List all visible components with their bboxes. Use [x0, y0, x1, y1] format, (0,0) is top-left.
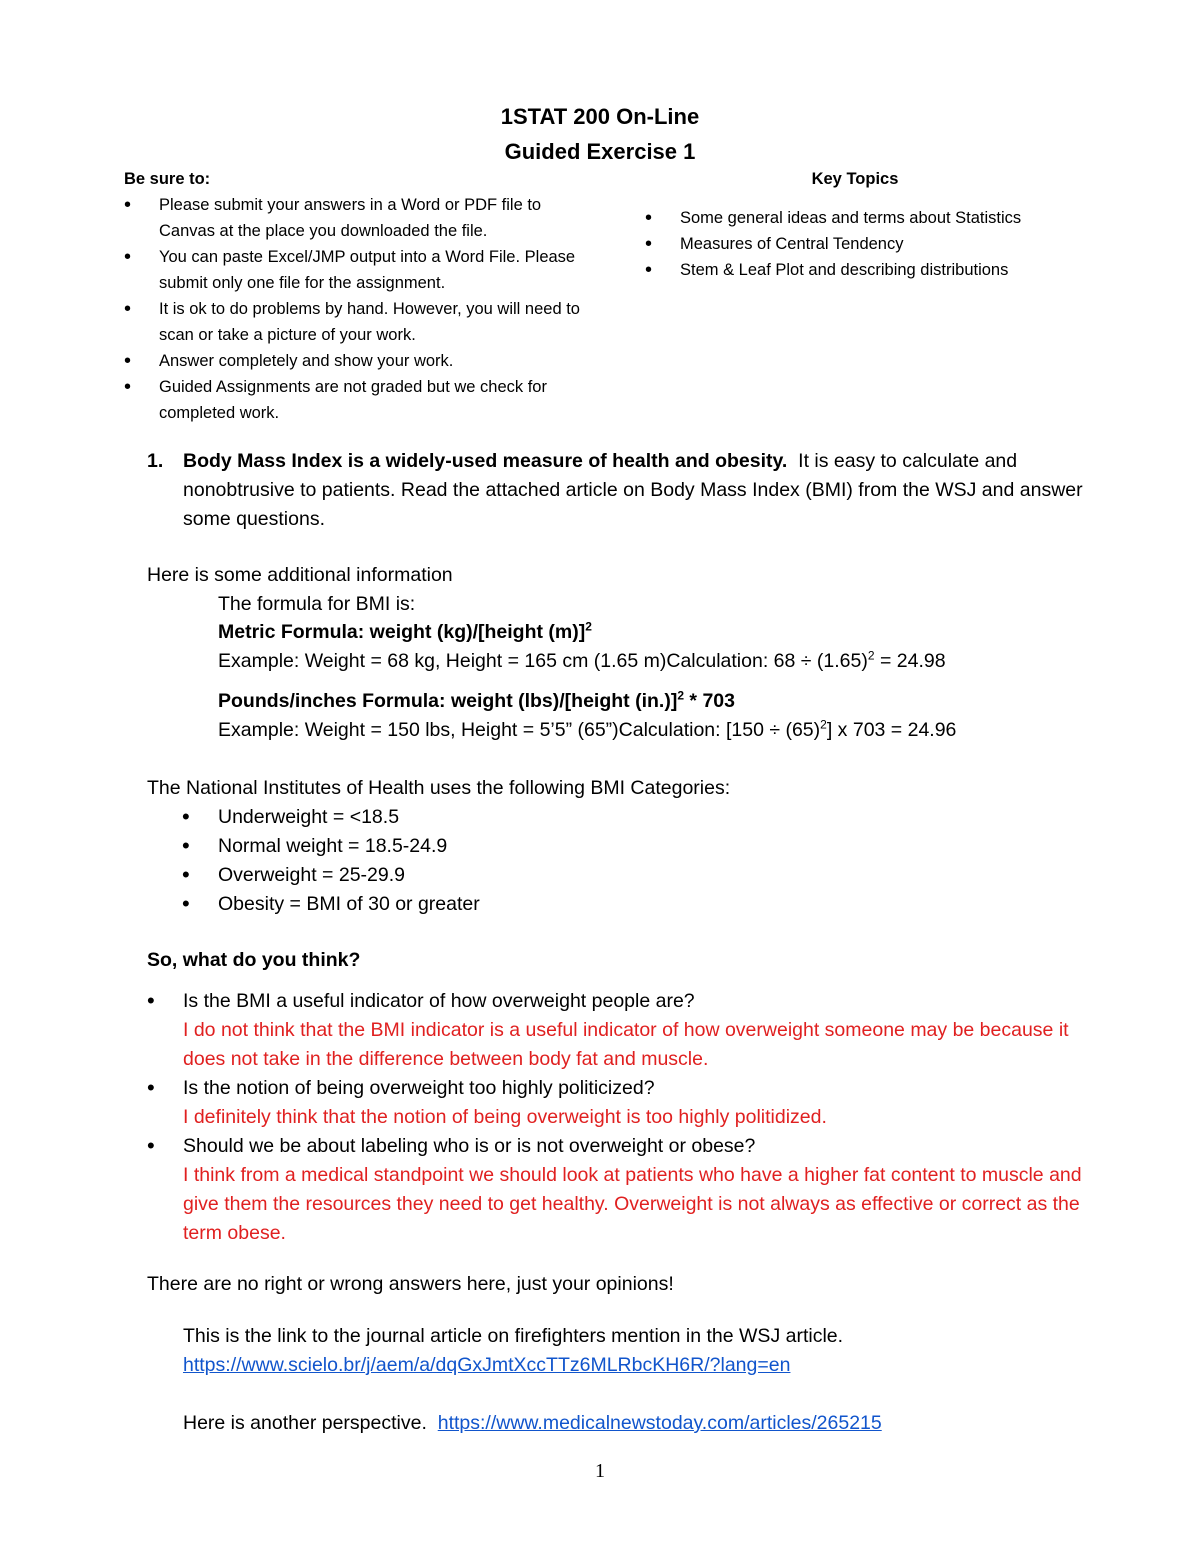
metric-example-exponent: 2: [867, 648, 875, 663]
be-sure-item: • Please submit your answers in a Word or PDF file to Canvas at the place you downloaded the file.: [124, 192, 599, 244]
key-topic-item: • Measures of Central Tendency: [645, 231, 1095, 257]
bmi-category-item: • Overweight = 25-29.9: [182, 861, 782, 890]
metric-example-text: Example: Weight = 68 kg, Height = 165 cm (1.65 m)Calculation: 68 ÷ (1.65): [218, 650, 868, 672]
be-sure-list: [124, 192, 599, 426]
bmi-category-item: • Normal weight = 18.5-24.9: [182, 832, 782, 861]
question-bold-text: Body Mass Index is a widely-used measure of health and obesity.: [183, 450, 788, 472]
nih-intro: The National Institutes of Health uses the following BMI Categories:: [147, 777, 731, 799]
think-answer: I think from a medical standpoint we should look at patients who have a higher fat content to muscle and give them the resources they need to get healthy. Overweight is not always as effective or correct as the term obese.: [183, 1164, 1082, 1244]
metric-formula-exponent: 2: [585, 619, 592, 634]
metric-formula: [218, 618, 592, 647]
pounds-formula-text: Pounds/inches Formula: weight (lbs)/[height (in.)]: [218, 690, 678, 712]
question-number: 1.: [147, 450, 164, 472]
think-answer: I definitely think that the notion of being overweight is too highly politidized.: [183, 1106, 827, 1128]
question-text: It is easy to calculate and nonobtrusive to patients. Read the attached article on Body Mass Index (BMI) from the WSJ and answer some questions.: [183, 450, 1083, 530]
key-topic-item: • Some general ideas and terms about Statistics: [645, 205, 1095, 231]
metric-example-result: = 24.98: [874, 650, 946, 672]
pounds-example-result: ] x 703 = 24.96: [826, 719, 957, 741]
think-question: • Is the BMI a useful indicator of how overweight people are?: [183, 990, 695, 1012]
opinions-note: There are no right or wrong answers here, just your opinions!: [147, 1273, 674, 1295]
bmi-categories-list: [182, 803, 782, 919]
pounds-formula-exponent: 2: [677, 688, 685, 703]
key-topic-item: • Stem & Leaf Plot and describing distributions: [645, 257, 1095, 283]
think-question: • Should we be about labeling who is or is not overweight or obese?: [183, 1135, 756, 1157]
think-heading: So, what do you think?: [147, 949, 361, 971]
journal-link-intro: This is the link to the journal article on firefighters mention in the WSJ article.: [183, 1325, 844, 1347]
pounds-formula: [218, 687, 735, 716]
think-item: [147, 1132, 1092, 1248]
think-question: • Is the notion of being overweight too highly politicized?: [183, 1077, 655, 1099]
be-sure-heading: Be sure to:: [124, 170, 211, 188]
metric-example: [218, 647, 946, 676]
question-1: [147, 447, 1087, 534]
journal-article-link[interactable]: https://www.scielo.br/j/aem/a/dqGxJmtXccTTz6MLRbcKH6R/?lang=en: [183, 1354, 791, 1376]
key-topics-heading: Key Topics: [811, 170, 899, 188]
be-sure-item: • Answer completely and show your work.: [124, 348, 599, 374]
bmi-category-item: • Underweight = <18.5: [182, 803, 782, 832]
think-answer: I do not think that the BMI indicator is a useful indicator of how overweight someone may be because it does not take in the difference between body fat and muscle.: [183, 1019, 1069, 1070]
document-title: 1STAT 200 On-Line: [500, 104, 700, 129]
another-perspective: [183, 1409, 882, 1438]
think-item: [147, 987, 1092, 1074]
pounds-example-exponent: 2: [820, 717, 827, 732]
pounds-example-text: Example: Weight = 150 lbs, Height = 5’5” (65”)Calculation: [150 ÷ (65): [218, 719, 821, 741]
be-sure-item: • Guided Assignments are not graded but we check for completed work.: [124, 374, 599, 426]
think-list: [147, 987, 1092, 1248]
bmi-category-item: • Obesity = BMI of 30 or greater: [182, 890, 782, 919]
be-sure-item: • You can paste Excel/JMP output into a Word File. Please submit only one file for the assignment.: [124, 244, 599, 296]
page-number: 1: [595, 1460, 605, 1482]
pounds-formula-tail: * 703: [684, 690, 735, 712]
be-sure-item: • It is ok to do problems by hand. However, you will need to scan or take a picture of your work.: [124, 296, 599, 348]
key-topics-list: [645, 205, 1095, 283]
key-topics-section: [645, 166, 1095, 283]
think-item: [147, 1074, 1092, 1132]
formula-intro: The formula for BMI is:: [218, 593, 416, 615]
be-sure-section: [124, 166, 599, 426]
another-perspective-text: Here is another perspective.: [183, 1412, 433, 1434]
additional-intro: Here is some additional information: [147, 564, 453, 586]
pounds-example: [218, 716, 956, 745]
document-subtitle: Guided Exercise 1: [504, 139, 696, 164]
medical-news-link[interactable]: https://www.medicalnewstoday.com/articles/265215: [437, 1412, 882, 1434]
metric-formula-text: Metric Formula: weight (kg)/[height (m)]: [218, 621, 586, 643]
